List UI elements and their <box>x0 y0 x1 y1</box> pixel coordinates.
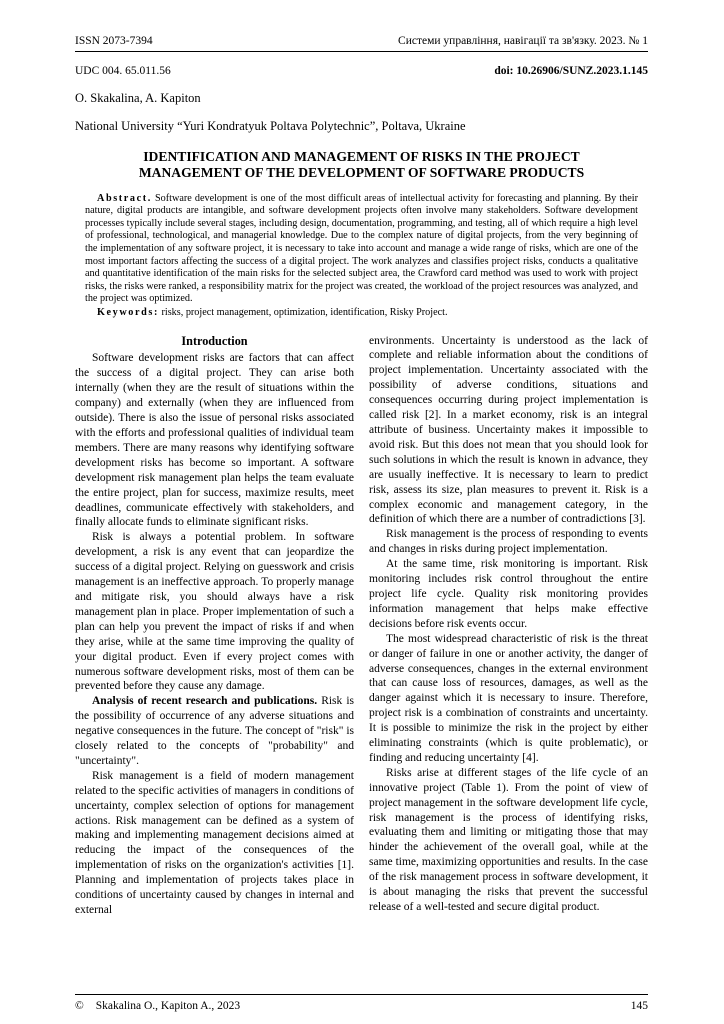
paper-title: IDENTIFICATION AND MANAGEMENT OF RISKS IN THE PROJECT MANAGEMENT OF THE DEVELOPMENT OF SOFTWARE PRODUCTS <box>138 149 585 181</box>
copyright-text: Skakalina O., Kapiton A., 2023 <box>95 1000 241 1012</box>
paragraph <box>75 694 354 769</box>
issn: ISSN 2073-7394 <box>75 35 153 47</box>
abstract-text: Software development is one of the most difficult areas of intellectual activity for forecasting and planning. By their nature, digital products are intangible, and software development projects often involve many stakeholders. Software development processes typically include several stages, including design, documentation, programming, and testing, all of which require a high level of professional, technological, and managerial knowledge. Due to the complex nature of digital projects, from the very beginning of the implementation of any software project, it is necessary to take into account and manage a wide range of risks, which are one of the most important factors affecting the success of a digital project. The work analyzes and classifies project risks, conducts a qualitative and quantitative identification of the main risks for the selected subject area, the Crawford card method was used to work with project risks, the risks were ranked, a responsibility matrix for the project was created, the workload of the project resources was analyzed, and the project was optimized. <box>85 192 639 305</box>
authors: O. Skakalina, A. Kapiton <box>75 91 201 105</box>
paragraph: Risk management is the process of responding to events and changes in risks during project implementation. <box>369 528 648 556</box>
run-in-heading-analysis: Analysis of recent research and publications. <box>92 695 318 708</box>
paragraph: Software development risks are factors that can affect the success of a digital project. They can arise both internally (when they are the result of situations within the company) and externally (when they are influenced from outside). There is also the issue of personal risks associated with the efforts and professional qualities of individual team members. There are many reasons why identifying software development risks has become so important. A software development risk management plan helps the team evaluate the entire project, plan for success, maximize results, meet deadlines, communicate effectively with stakeholders, and finally allocate funds to eliminate significant risks. <box>75 352 354 529</box>
paragraph: At the same time, risk monitoring is important. Risk monitoring includes risk control throughout the entire project life cycle. Quality risk monitoring provides information management that helps make effective decisions before risk events occur. <box>369 558 648 630</box>
affiliation: National University “Yuri Kondratyuk Poltava Polytechnic”, Poltava, Ukraine <box>75 119 466 133</box>
body-columns <box>75 334 648 918</box>
masthead <box>75 35 648 134</box>
abstract-label: Abstract. <box>97 192 152 204</box>
footer-copyright <box>75 1000 240 1012</box>
paragraph: environments. Uncertainty is understood as the lack of complete and reliable information about the conditions of project implementation. Uncertainty associated with the possibility of adverse conditions, situations and consequences occurring during project implementation is called risk [2]. In a market economy, risk is an integral attribute of business. Uncertainty makes it impossible to avoid risk. But this does not mean that you should look for such solutions in which the result is known in advance, they are usually ineffective. It is necessary to learn to predict risk, assess its size, plan measures to prevent it. Risk is a complex economic and management category, in the definition of which there are a number of contradictions [3]. <box>369 334 648 526</box>
keywords-text: risks, project management, optimization, identification, Risky Project. <box>161 306 448 318</box>
doi: doi: 10.26906/SUNZ.2023.1.145 <box>494 65 648 77</box>
right-column <box>369 334 648 918</box>
left-column <box>75 334 354 918</box>
abstract-block <box>75 193 648 306</box>
udc: UDC 004. 65.011.56 <box>75 65 171 77</box>
copyright-icon: © <box>75 1000 84 1012</box>
section-heading-introduction: Introduction <box>181 333 248 348</box>
paragraph-text: Risk is the possibility of occurrence of any adverse situations and negative consequences in the future. The concept of "risk" is closely related to the concepts of "probability" and "uncertainty". <box>75 695 355 767</box>
keywords-label: Keywords: <box>97 306 159 318</box>
footer-rule <box>75 994 648 995</box>
keywords-block <box>75 307 648 320</box>
paragraph: Risks arise at different stages of the life cycle of an innovative project (Table 1). From the point of view of project management in the software development life cycle, risk management is the process of identifying risks, evaluating them and limiting or mitigating those that may hinder the achievement of the overall goal, while at the same time, maximizing opportunities and results. In the case of the risk management process in software development, it is about managing the risks that prevent the successful release of a well-tested and secure digital product. <box>369 766 648 913</box>
footer <box>75 992 648 1012</box>
paragraph: The most widespread characteristic of risk is the threat or danger of failure in one or another activity, the danger of adverse consequences, changes in the external environment that can cause loss of resources, damages, as well as the danger against which it is necessary to insure. Therefore, project risk is a combination of constraints and uncertainty. It is possible to minimize the risk in the project by either eliminating constraints (which is quite problematic), or finding and reducing uncertainty [4]. <box>369 632 648 764</box>
header-rule <box>75 51 648 52</box>
journal-reference: Системи управління, навігації та зв'язку. 2023. № 1 <box>398 35 648 47</box>
paragraph: Risk management is a field of modern management related to the specific activities of managers in conditions of uncertainty, complex selection of options for management actions. Risk management can be defined as a system of making and implementing management decisions aimed at reducing the impact of the consequences of the implementation of risks on the organization's activities [1]. Planning and implementation of projects takes place in conditions of uncertainty caused by changes in internal and external <box>75 769 354 916</box>
page-number: 145 <box>630 1000 648 1012</box>
paragraph: Risk is always a potential problem. In software development, a risk is any event that can jeopardize the success of a digital project. Relying on guesswork and crisis management is an ineffective approach. To properly manage and mitigate risk, you should always have a risk management plan in place. Proper implementation of such a plan can help you prevent the impact of risks if and when they arise, while at the same time improving the quality of your digital product. Even if every project comes with numerous software development risks, most of them can be prevented before they cause any damage. <box>75 531 354 693</box>
